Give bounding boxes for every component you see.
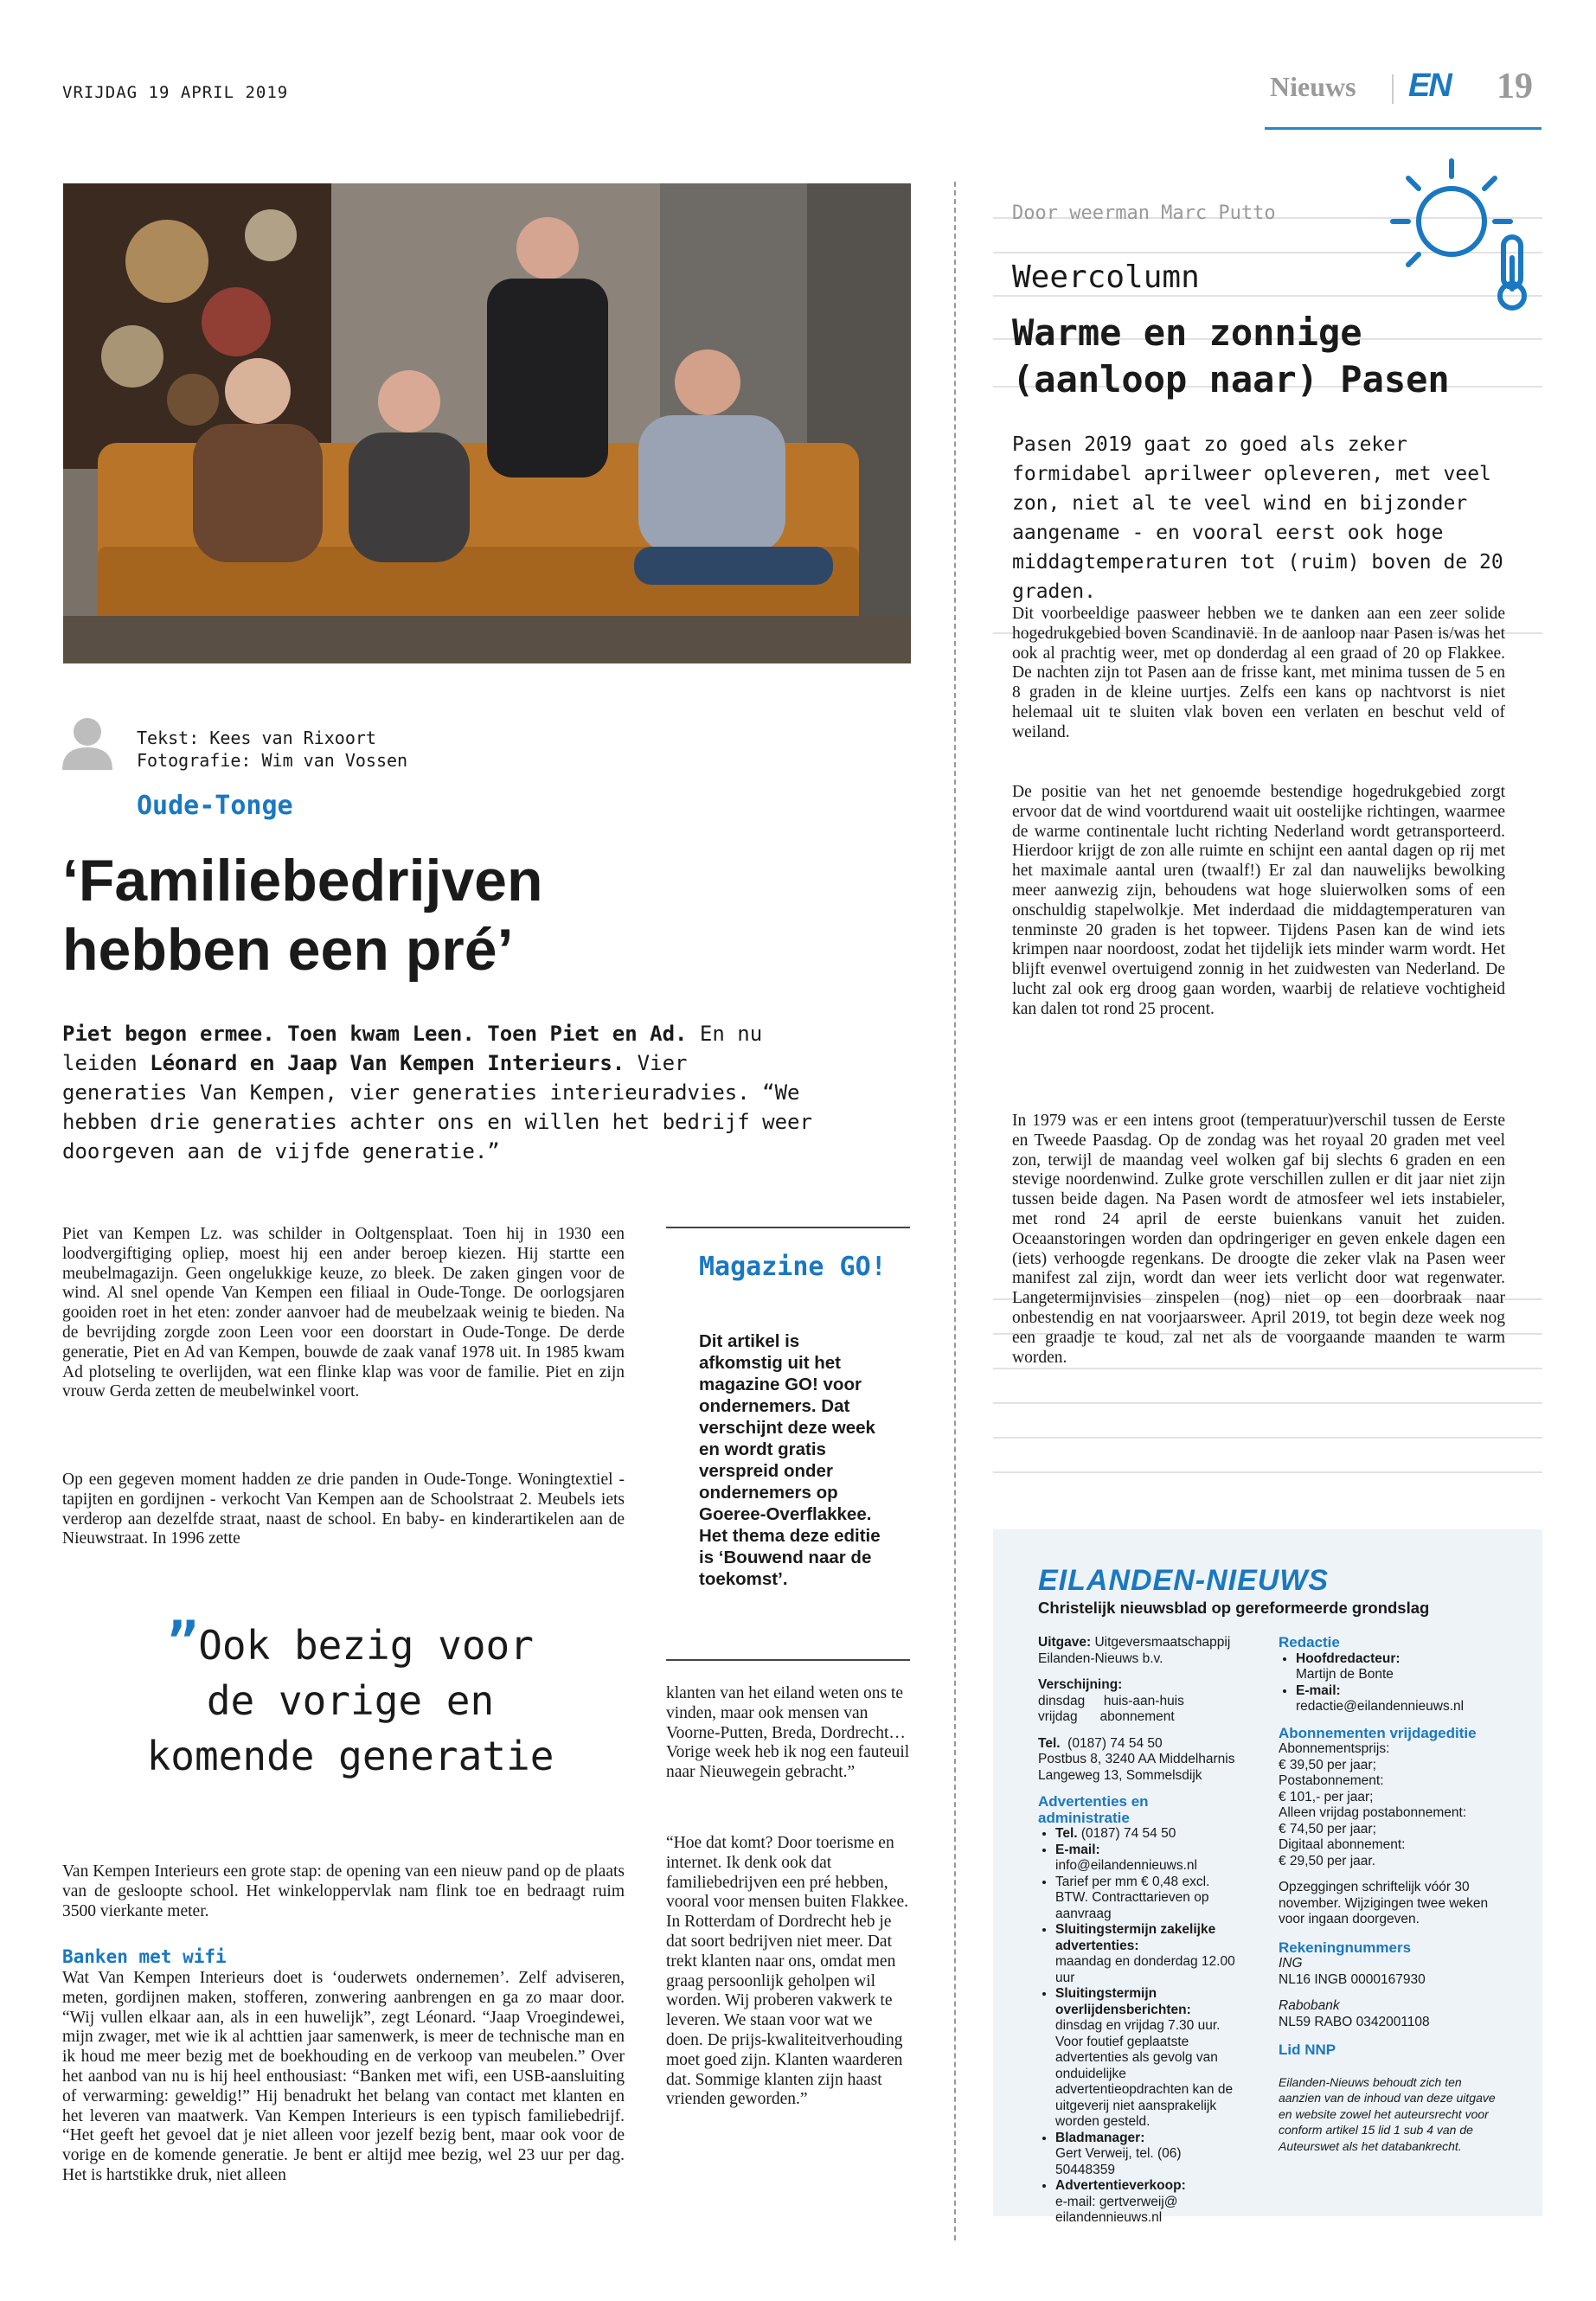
article-subhead: Banken met wifi: [62, 1946, 227, 1967]
header-rule: [1265, 127, 1542, 130]
byline-text: Tekst: Kees van Rixoort: [137, 727, 376, 748]
adv-email: info@eilandennieuws.nl: [1055, 1858, 1197, 1873]
uitgave-label: Uitgave:: [1038, 1635, 1092, 1650]
abo-3: Postabonnement:: [1279, 1773, 1384, 1788]
quote-mark-icon: ”: [167, 1612, 199, 1672]
adv-tel: (0187) 74 54 50: [1077, 1826, 1176, 1841]
article-paragraph-1: Piet van Kempen Lz. was schilder in Ooltgensplaat. Toen hij in 1930 een loodvergiftiging opliep, moest hij een ander beroep kiezen. Hij startte een meubelmagazijn. Geen ongelukkige keuze, zo bleek. De zaken gingen voor de wind. Al snel opende Van Kempen een filiaal in Oude-Tonge. De oorlogsjaren gooiden roet in het eten: zonder aanvoer had de meubelzaak weinig te bieden. Na de bevrijding zorgde zoon Leen voor een doorstart in Oude-Tonge. De derde generatie, Piet en Ad van Kempen, bouwde de zaak vanaf 1978 uit. In 1985 kwam Ad plotseling te overlijden, wat een flinke klap was voor de familie. Piet en zijn vrouw Gerda zetten de meubelwinkel voort.: [62, 1225, 625, 1401]
ing-number: NL16 INGB 0000167930: [1279, 1971, 1426, 1987]
dateline: Oude-Tonge: [137, 791, 293, 821]
weather-byline: Door weerman Marc Putto: [1012, 202, 1276, 224]
abo-4: € 101,- per jaar;: [1279, 1789, 1374, 1804]
colophon-left-column: [1038, 1635, 1237, 2227]
abonnementen-heading: Abonnementen vrijdageditie: [1279, 1724, 1477, 1741]
sun-thermometer-icon: [1382, 154, 1543, 315]
lid-nnp: Lid NNP: [1279, 2041, 1336, 2058]
weather-title: [1012, 310, 1497, 403]
abo-7: Digitaal abonnement:: [1279, 1837, 1406, 1852]
article-paragraph-2: Op een gegeven moment hadden ze drie panden in Oude-Tonge. Woningtextiel - tapijten en gordijnen - verkocht Van Kempen aan de Schoolstraat 2. Meubels iets verderop aan dezelfde straat, naast de school. En baby- en kinderartikelen aan de Nieuwstraat. In 1996 zette: [62, 1471, 625, 1548]
intro-bold-2: Léonard en Jaap Van Kempen Interieurs.: [150, 1051, 625, 1075]
colophon-logo: EILANDEN-NIEUWS: [1038, 1564, 1330, 1597]
weather-paragraph-2: De positie van het net genoemde bestendige hogedrukgebied zorgt ervoor dat de wind voortdurend waait uit oostelijke richtingen, waarmee de warme continentale lucht richting Nederland wordt getransporteerd. Hierdoor krijgt de zon alle ruimte en schijnt een aantal dagen op rij met het maximale aantal uren (twaalf!) Er zal dan nauwelijks bewolking meer aanwezig zijn, behoudens wat hoge sluierwolken soms of een onschuldig stapelwolkje. Met inderdaad die middagtemperaturen van tenminste 20 graden is het topweer. Tijdens Pasen kan de wind iets krimpen naar noordoost, zodat het tijdelijk iets minder warm wordt. Het blijft evenwel overtuigend zonnig in het zuidwesten van Nederland. De lucht zal ook erg droog gaan worden, waarbij de relatieve vochtigheid kan dalen tot rond 25 procent.: [1012, 783, 1505, 1018]
magazine-box-title: Magazine GO!: [699, 1252, 887, 1282]
intro-bold-1: Piet begon ermee. Toen kwam Leen. Toen Piet en Ad.: [62, 1022, 688, 1046]
rabo-label: Rabobank: [1279, 1998, 1340, 2013]
magazine-box-text: Dit artikel is afkomstig uit het magazine GO! voor ondernemers. Dat verschijnt deze week en wordt gratis verspreid onder ondernemers op Goeree-Overflakkee. Het thema deze editie is ‘Bouwend naar de toekomst’.: [699, 1331, 881, 1589]
article-intro: [62, 1019, 824, 1166]
intro-regular-1: En nu leiden: [62, 1022, 763, 1075]
weather-paragraph-3: In 1979 was er een intens groot (temperatuur)verschil tussen de Eerste en Tweede Paasdag. Op de zondag was het royaal 20 graden met veel zon, terwijl de maandag veel wolken gaf bij slechts 6 graden en een stevige noordenwind. Zulke grote verschillen zullen er dit jaar niet zijn tussen beide dagen. Na Pasen wordt de atmosfeer wel iets instabieler, met rond 24 april de eerste buienkans vanuit het zuiden. Oceaanstoringen worden dan opdringeriger en geven enkele dagen een (iets) verhoogde regenkans. De droogte die zeker vlak na Pasen weer manifest zal zijn, wordt dan weer iets verlicht door wat regenwater. Langetermijnvisies zinspelen (nog) niet op een doorbraak naar onbestendig en nat voorjaarsweer. April 2019, tot begin deze week nog een graadje te koud, zal net als de voorgaande maanden te warm worden.: [1012, 1112, 1505, 1367]
quote-line-2: de vorige en: [206, 1677, 495, 1724]
rekeningnummers-heading: Rekeningnummers: [1279, 1939, 1412, 1956]
newspaper-logo: EN: [1408, 67, 1451, 104]
article-headline: [62, 846, 893, 984]
red-email: redactie@eilandennieuws.nl: [1296, 1699, 1465, 1714]
article-paragraph-6: “Hoe dat komt? Door toerisme en internet. Ik denk ook dat familiebedrijven een pré hebben, vooral voor mensen buiten Flakkee. In Rotterdam of Dordrecht heb je dat soort bedrijven niet meer. Dat trekt klanten naar ons, omdat men graag persoonlijk geholpen wil worden. Wij proberen vakwerk te leveren. We staan voor wat we doen. De prijs-kwaliteitverhouding moet goed zijn. Klanten waarderen dat. Sommige klanten zijn haast vrienden geworden.”: [666, 1834, 908, 2109]
opzeggingen: Opzeggingen schriftelijk vóór 30 november. Wijzigingen twee weken voor ingaan doorgeven.: [1279, 1880, 1489, 1926]
intro-regular-2: Vier generaties Van Kempen, vier generaties interieuradvies. “We hebben drie generaties achter ons en willen het bedrijf weer doorgeven aan de vijfde generatie.”: [62, 1051, 812, 1163]
weather-title-line-1: Warme en zonnige: [1012, 311, 1362, 354]
weather-paragraph-1: Dit voorbeeldige paasweer hebben we te danken aan een zeer solide hogedrukgebied boven Scandinavië. In de aanloop naar Pasen is/was het ook al prachtig weer, met op donderdag al een graad of 20 op Flakkee. De nachten zijn tot Pasen aan de frisse kant, met minima tussen de 5 en 8 graden in de kleine uurtjes. Zelfs een kans op nachtvorst is niet helemaal uit te sluiten vlak boven een verlaten en beschut veld of weiland.: [1012, 605, 1505, 741]
magazine-box-top-rule: [666, 1227, 910, 1228]
adres: Langeweg 13, Sommelsdijk: [1038, 1767, 1202, 1783]
adv-blad: Gert Verweij, tel. (06) 50448359: [1055, 2146, 1182, 2177]
adv-sluit-ovl-label: Sluitingstermijn overlijdensberichten:: [1055, 1986, 1191, 2017]
red-email-label: E-mail:: [1296, 1682, 1341, 1698]
byline: [137, 727, 407, 772]
header-separator: [1392, 74, 1394, 104]
adv-sluit-zak: maandag en donderdag 12.00 uur: [1055, 1954, 1235, 1985]
verschijning-2: vrijdag abonnement: [1038, 1709, 1175, 1724]
abo-5: Alleen vrijdag postabonnement:: [1279, 1805, 1467, 1820]
abo-1: Abonnementsprijs:: [1279, 1741, 1390, 1756]
redactie-heading: Redactie: [1279, 1634, 1340, 1650]
hoofd-value: Martijn de Bonte: [1296, 1667, 1394, 1682]
tel-value: (0187) 74 54 50: [1060, 1735, 1163, 1751]
headline-line-2: hebben een pré’: [62, 917, 514, 983]
magazine-box-bottom-rule: [666, 1659, 910, 1661]
postbus: Postbus 8, 3240 AA Middelharnis: [1038, 1752, 1235, 1766]
colophon-subtitle: Christelijk nieuwsblad op gereformeerde grondslag: [1038, 1599, 1430, 1617]
article-paragraph-5: klanten van het eiland weten ons te vinden, maar ook mensen van Voorne-Putten, Breda, Dordrecht… Vorige week heb ik nog een fauteuil naar Nieuwegein gebracht.”: [666, 1684, 910, 1782]
page-number: 19: [1497, 67, 1533, 106]
article-paragraph-4: Wat Van Kempen Interieurs doet is ‘ouderwets ondernemen’. Zelf adviseren, meten, gordijnen maken, stofferen, zonwering aanbrengen en ga zo maar door. “Wij vullen elkaar aan, als in een huwelijk”, zegt Léonard. “Jaap Vroegindewei, mijn zwager, met wie ik al achttien jaar samenwerk, is meer de technische man en ik houd me meer bezig met de boekhouding en de verkoop van meubelen.” Over het aanbod van nu is hij heel enthousiast: “Banken met wifi, een USB-aansluiting of verwarming: geweldig!” Hij benadrukt het belang van contact met klanten en het leveren van maatwerk. Van Kempen Interieurs is een typisch familiebedrijf. “Het geeft het gevoel dat je niet alleen voor jezelf bezig bent, maar ook voor de vorige en de komende generatie. Je bent er altijd mee bezig, wel 23 uur per dag. Het is hartstikke druk, niet alleen: [62, 1969, 625, 2184]
verschijning-label: Verschijning:: [1038, 1677, 1123, 1692]
colophon-right-column: [1279, 1635, 1503, 2154]
adv-sluit-ovl: dinsdag en vrijdag 7.30 uur. Voor foutief geplaatste advertenties als gevolg van onduidelijke advertentieopdrachten kan de uitgeverij niet aansprakelijk worden gesteld.: [1055, 2018, 1234, 2129]
adv-sluit-zak-label: Sluitingstermijn zakelijke advertenties:: [1055, 1922, 1216, 1953]
adv-email-label: E-mail:: [1055, 1842, 1100, 1857]
quote-line-3: komende generatie: [146, 1733, 554, 1779]
ing-label: ING: [1279, 1956, 1303, 1971]
weather-label: Weercolumn: [1012, 260, 1200, 295]
abo-6: € 74,50 per jaar;: [1279, 1821, 1376, 1836]
family-photo-illustration: [63, 183, 911, 663]
headline-line-1: ‘Familiebedrijven: [62, 848, 543, 913]
column-divider: [954, 182, 956, 2240]
section-name: Nieuws: [1270, 71, 1356, 102]
hoofd-label: Hoofdredacteur:: [1296, 1650, 1401, 1666]
pull-quote: [104, 1614, 597, 1784]
adv-tarief: • Tarief per mm € 0,48 excl. BTW. Contracttarieven op aanvraag: [1055, 1875, 1237, 1923]
verschijning-1: dinsdag huis-aan-huis: [1038, 1693, 1184, 1708]
rabo-number: NL59 RABO 0342001108: [1279, 2014, 1430, 2029]
byline-photo: Fotografie: Wim van Vossen: [137, 750, 408, 771]
page-date: VRIJDAG 19 APRIL 2019: [62, 83, 289, 102]
adv-verk: e-mail: gertverweij@ eilandennieuws.nl: [1055, 2194, 1178, 2225]
author-avatar-icon: [62, 716, 112, 770]
abo-8: € 29,50 per jaar.: [1279, 1853, 1376, 1868]
copyright-disclaimer: Eilanden-Nieuws behoudt zich ten aanzien van de inhoud van deze uitgave en website zowel het auteursrecht voor conform artikel 15 lid 1 sub 4 van de Auteurswet als het databankrecht.: [1279, 2074, 1496, 2153]
adv-blad-label: Bladmanager:: [1055, 2130, 1145, 2145]
article-paragraph-3: Van Kempen Interieurs een grote stap: de opening van een nieuw pand op de plaats van de gesloopte school. Het winkeloppervlak nam flink toe en bedraagt ruim 3500 vierkante meter.: [62, 1862, 625, 1920]
adv-verk-label: Advertentieverkoop:: [1055, 2178, 1186, 2193]
adv-tel-label: Tel.: [1055, 1826, 1078, 1841]
advertenties-heading: Advertenties en administratie: [1038, 1793, 1149, 1826]
tel-label: Tel.: [1038, 1735, 1061, 1751]
article-photo: [63, 183, 911, 663]
uitgave-value: Uitgeversmaatschappij Eilanden-Nieuws b.v.: [1038, 1635, 1231, 1666]
weather-title-line-2: (aanloop naar) Pasen: [1012, 358, 1450, 401]
weather-intro: Pasen 2019 gaat zo goed als zeker formidabel aprilweer opleveren, met veel zon, niet al te veel wind en bijzonder aangename - en vooral eerst ook hoge middagtemperaturen tot (ruim) boven de 20 graden.: [1012, 433, 1503, 603]
abo-2: € 39,50 per jaar;: [1279, 1757, 1376, 1772]
quote-line-1: Ook bezig voor: [198, 1622, 534, 1669]
